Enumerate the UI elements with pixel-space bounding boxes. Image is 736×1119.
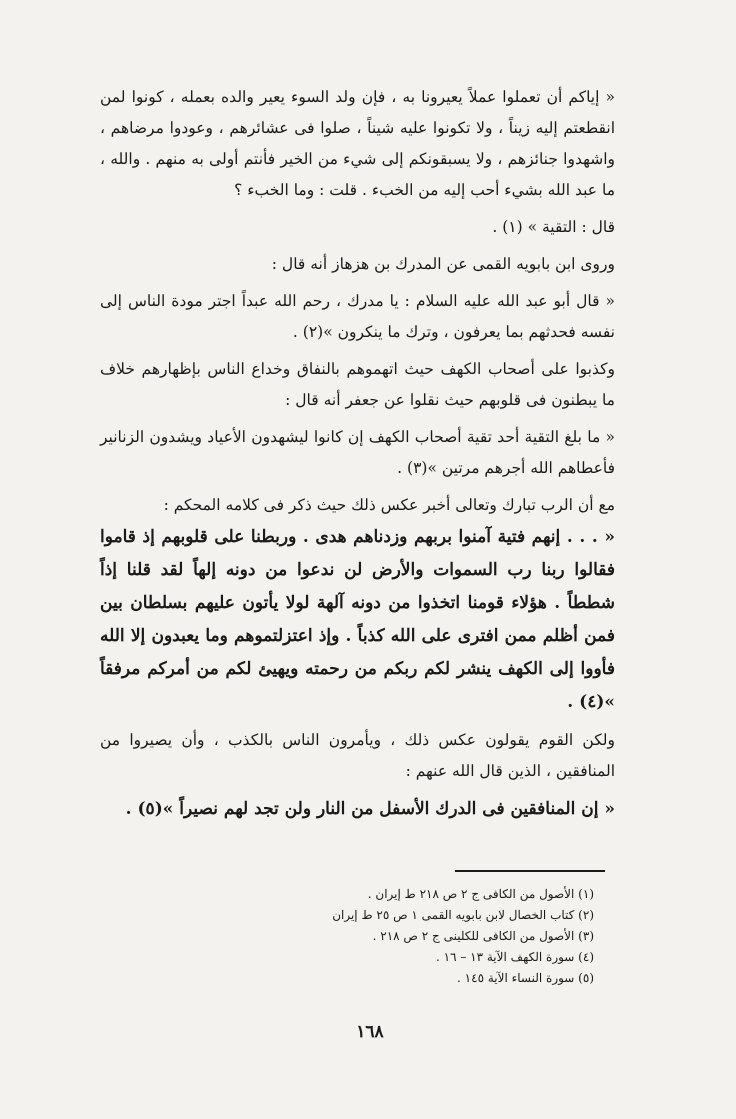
body-paragraph: وكذبوا على أصحاب الكهف حيث اتهموهم بالنفاق وخداع الناس بإظهارهم خلاف ما يبطنون فى قلوبهم حيث نقلوا عن جعفر أنه قال :	[100, 360, 615, 409]
footnotes	[154, 884, 594, 989]
body-paragraph: مع أن الرب تبارك وتعالى أخبر عكس ذلك حيث ذكر فى كلامه المحكم :	[163, 496, 615, 514]
quran-quote: « إن المنافقين فى الدرك الأسفل من النار ولن تجد لهم نصيراً »(٥) .	[125, 799, 615, 819]
quote-paragraph: « إياكم أن تعملوا عملاً يعيرونا به ، فإن ولد السوء يعير والده بعمله ، كونوا لمن انقطعتم إليه زيناً ، ولا تكونوا عليه شيناً ، صلوا فى عشائرهم ، وعودوا مرضاهم ، واشهدوا جنائزهم ، ولا يسبقونكم إلى شيء من الخير فأنتم أولى به منهم . والله ، ما عبد الله بشيء أحب إليه من الخبء . قلت : وما الخبء ؟	[100, 88, 615, 199]
footnote-item: (٥) سورة النساء الآية ١٤٥ .	[457, 971, 594, 985]
quote-ending: قال : التقية » (١) .	[492, 218, 615, 236]
page-body	[100, 82, 615, 826]
quote-paragraph: « ما بلغ التقية أحد تقية أصحاب الكهف إن كانوا ليشهدون الأعياد ويشدون الزنانير فأعطاهم الله أجرهم مرتين »(٣) .	[100, 428, 615, 477]
body-paragraph: ولكن القوم يقولون عكس ذلك ، ويأمرون الناس بالكذب ، وأن يصيروا من المنافقين ، الذين قال الله عنهم :	[100, 731, 615, 780]
footnote-item: (٣) الأصول من الكافى للكلينى ج ٢ ص ٢١٨ .	[372, 929, 594, 943]
quote-paragraph: « قال أبو عبد الله عليه السلام : يا مدرك ، رحم الله عبداً اجتر مودة الناس إلى نفسه فحدثهم بما يعرفون ، وترك ما ينكرون »(٢) .	[100, 292, 615, 341]
footnote-item: (١) الأصول من الكافى ج ٢ ص ٢١٨ ط إيران .	[367, 887, 594, 901]
footnote-item: (٤) سورة الكهف الآية ١٣ – ١٦ .	[436, 950, 594, 964]
quran-quote: « . . . إنهم فتية آمنوا بربهم وزدناهم هدى . وربطنا على قلوبهم إذ قاموا فقالوا ربنا رب السموات والأرض لن ندعوا من دونه إلهاً لقد قلنا إذاً شططاً . هؤلاء قومنا اتخذوا من دونه آلهة لولا يأتون عليهم بسلطان بين فمن أظلم ممن افترى على الله كذباً . وإذ اعتزلتموهم وما يعبدون إلا الله فأووا إلى الكهف ينشر لكم ربكم من رحمته ويهيئ لكم من أمركم مرفقاً »(٤) .	[100, 527, 615, 712]
narration-intro: وروى ابن بابويه القمى عن المدرك بن هزهاز أنه قال :	[271, 255, 615, 273]
footnote-item: (٢) كتاب الخصال لابن بابويه القمى ١ ص ٢٥ ط إيران	[332, 908, 594, 922]
page-number: ١٦٨	[356, 1022, 384, 1042]
footnote-divider	[455, 870, 605, 872]
